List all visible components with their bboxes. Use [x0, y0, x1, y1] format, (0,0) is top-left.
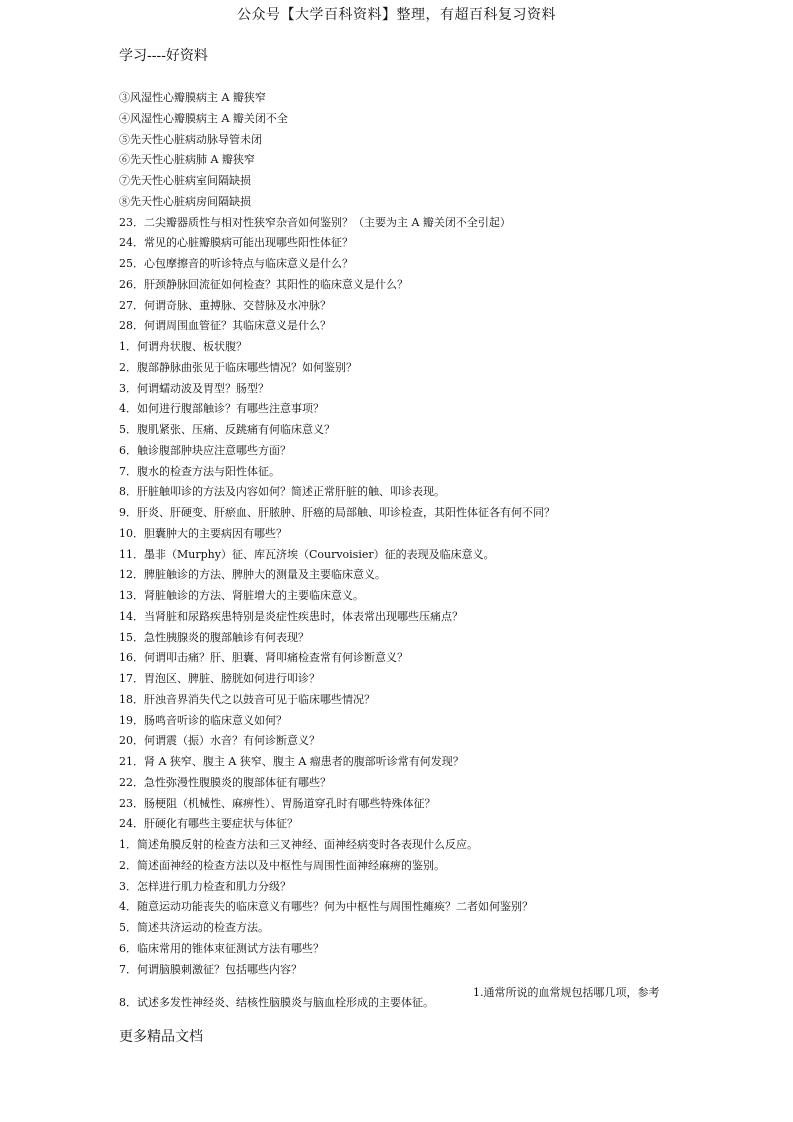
list-item: 1．何谓舟状腹、板状腹？ — [119, 340, 247, 353]
list-item: 5．简述共济运动的检查方法。 — [119, 921, 269, 934]
list-item: 14．当肾脏和尿路疾患特别是炎症性疾患时，体表常出现哪些压痛点？ — [119, 609, 463, 623]
list-item: 27．何谓奇脉、重搏脉、交替脉及水冲脉？ — [119, 298, 331, 312]
side-note: 1.通常所说的血常规包括哪几项，参考 — [473, 986, 660, 999]
list-item: 3．何谓蠕动波及胃型？肠型？ — [119, 381, 269, 395]
list-item: 11．墨非（Murphy）征、库瓦济埃（Courvoisier）征的表现及临床意义。 — [119, 547, 495, 561]
list-item: 3．怎样进行肌力检查和肌力分级？ — [119, 879, 291, 893]
list-item: 23．二尖瓣器质性与相对性狭窄杂音如何鉴别？（主要为主 A 瓣关闭不全引起） — [119, 215, 511, 229]
question-list — [119, 88, 719, 980]
list-item: 7．腹水的检查方法与阳性体征。 — [119, 464, 280, 478]
list-item: 13．肾脏触诊的方法、肾脏增大的主要临床意义。 — [119, 589, 364, 602]
list-item: 8．试述多发性神经炎、结核性脑膜炎与脑血栓形成的主要体征。 — [119, 996, 434, 1009]
list-item: 8．肝脏触叩诊的方法及内容如何？简述正常肝脏的触、叩诊表现。 — [119, 485, 445, 499]
list-item: ④风湿性心瓣膜病主 A 瓣关闭不全 — [119, 111, 288, 125]
list-item: 17．胃泡区、脾脏、膀胱如何进行叩诊？ — [119, 672, 320, 685]
list-item: 21．肾 A 狭窄、腹主 A 狭窄、腹主 A 瘤患者的腹部听诊常有何发现？ — [119, 755, 464, 768]
list-item: 16．何谓叩击痛？肝、胆囊、肾叩痛检查常有何诊断意义？ — [119, 651, 408, 665]
list-item: 28．何谓周围血管征？其临床意义是什么？ — [119, 319, 331, 333]
list-item: ⑦先天性心脏病室间隔缺损 — [119, 174, 251, 187]
list-item: ③风湿性心瓣膜病主 A 瓣狭窄 — [119, 91, 266, 104]
list-item: 22．急性弥漫性腹膜炎的腹部体征有哪些？ — [119, 775, 331, 789]
list-item: ⑥先天性心脏病肺 A 瓣狭窄 — [119, 153, 255, 167]
last-row — [119, 986, 719, 1014]
list-item: 7．何谓脑膜刺激征？包括哪些内容？ — [119, 962, 302, 976]
list-item: 24．肝硬化有哪些主要症状与体征？ — [119, 817, 298, 831]
list-item: 4．随意运动功能丧失的临床意义有哪些？何为中枢性与周围性瘫痪？二者如何鉴别？ — [119, 900, 533, 914]
page-header: 公众号【大学百科资料】整理，有超百科复习资料 — [237, 7, 556, 23]
list-item: 1．简述角膜反射的检查方法和三叉神经、面神经病变时各表现什么反应。 — [119, 838, 478, 851]
list-item: 12．脾脏触诊的方法、脾肿大的测量及主要临床意义。 — [119, 568, 386, 582]
list-item: 19．肠鸣音听诊的临床意义如何？ — [119, 713, 287, 727]
list-item: 23．肠梗阻（机械性、麻痹性）、胃肠道穿孔时有哪些特殊体征？ — [119, 796, 436, 810]
list-item: 26．肝颈静脉回流征如何检查？其阳性的临床意义是什么？ — [119, 277, 408, 291]
list-item: 9．肝炎、肝硬变、肝瘀血、肝脓肿、肝癌的局部触、叩诊检查，其阳性体征各有何不同？ — [119, 506, 555, 519]
list-item: 2．腹部静脉曲张见于临床哪些情况？如何鉴别？ — [119, 360, 357, 374]
list-item: 6．临床常用的锥体束征测试方法有哪些？ — [119, 941, 324, 955]
page-footer: 更多精品文档 — [119, 1029, 203, 1045]
list-item: 10．胆囊肿大的主要病因有哪些？ — [119, 526, 287, 540]
list-item: 20．何谓震（振）水音？有何诊断意义？ — [119, 734, 320, 748]
list-item: 5．腹肌紧张、压痛、反跳痛有何临床意义？ — [119, 423, 335, 436]
list-item: 6．触诊腹部肿块应注意哪些方面？ — [119, 443, 291, 457]
list-item: 18．肝浊音界消失代之以鼓音可见于临床哪些情况？ — [119, 692, 375, 706]
list-item: 24．常见的心脏瓣膜病可能出现哪些阳性体征？ — [119, 236, 353, 250]
list-item: ⑤先天性心脏病动脉导管未闭 — [119, 132, 262, 146]
list-item: 2．简述面神经的检查方法以及中枢性与周围性面神经麻痹的鉴别。 — [119, 858, 445, 872]
list-item: 15．急性胰腺炎的腹部触诊有何表现？ — [119, 630, 309, 644]
list-item: 4．如何进行腹部触诊？有哪些注意事项？ — [119, 402, 324, 416]
list-item: 25．心包摩擦音的听诊特点与临床意义是什么？ — [119, 257, 353, 270]
list-item: ⑧先天性心脏病房间隔缺损 — [119, 194, 251, 208]
sub-header: 学习----好资料 — [119, 48, 208, 64]
